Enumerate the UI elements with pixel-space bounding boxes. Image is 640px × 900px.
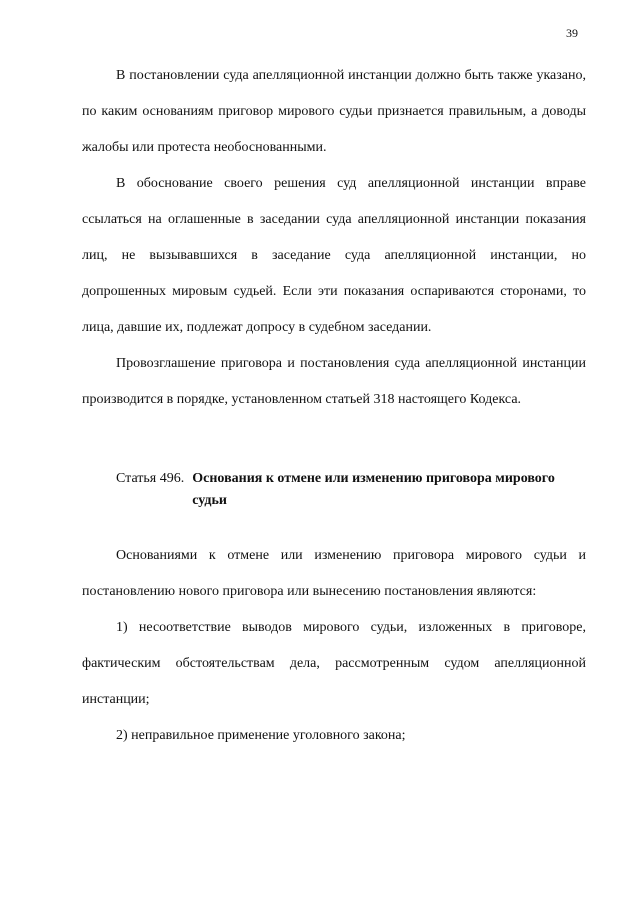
paragraph: В обоснование своего решения суд апелляционной инстанции вправе ссылаться на оглашенные в заседании суда апелляционной инстанции показания лиц, не вызывавшихся в заседание суда апелляционной инстанции, но допрошенных мировым судьей. Если эти показания оспариваются сторонами, то лица, давшие их, подлежат допросу в судебном заседании. [82,176,586,335]
list-item: 1) несоответствие выводов мирового судьи, изложенных в приговоре, фактическим обстоятельствам дела, рассмотренным судом апелляционной инстанции; [82,620,586,707]
page-number: 39 [566,26,578,40]
article-title: Основания к отмене или изменению приговора мирового судьи [192,471,555,508]
article-heading [82,468,586,512]
document-body [82,58,586,754]
article-number: Статья 496. [116,471,185,486]
paragraph: В постановлении суда апелляционной инстанции должно быть также указано, по каким основаниям приговор мирового судьи признается правильным, а доводы жалобы или протеста необоснованными. [82,68,586,155]
list-item: 2) неправильное применение уголовного закона; [116,728,406,743]
paragraph: Основаниями к отмене или изменению приговора мирового судьи и постановлению нового приговора или вынесению постановления являются: [82,548,586,599]
paragraph: Провозглашение приговора и постановления суда апелляционной инстанции производится в порядке, установленном статьей 318 настоящего Кодекса. [82,356,586,407]
